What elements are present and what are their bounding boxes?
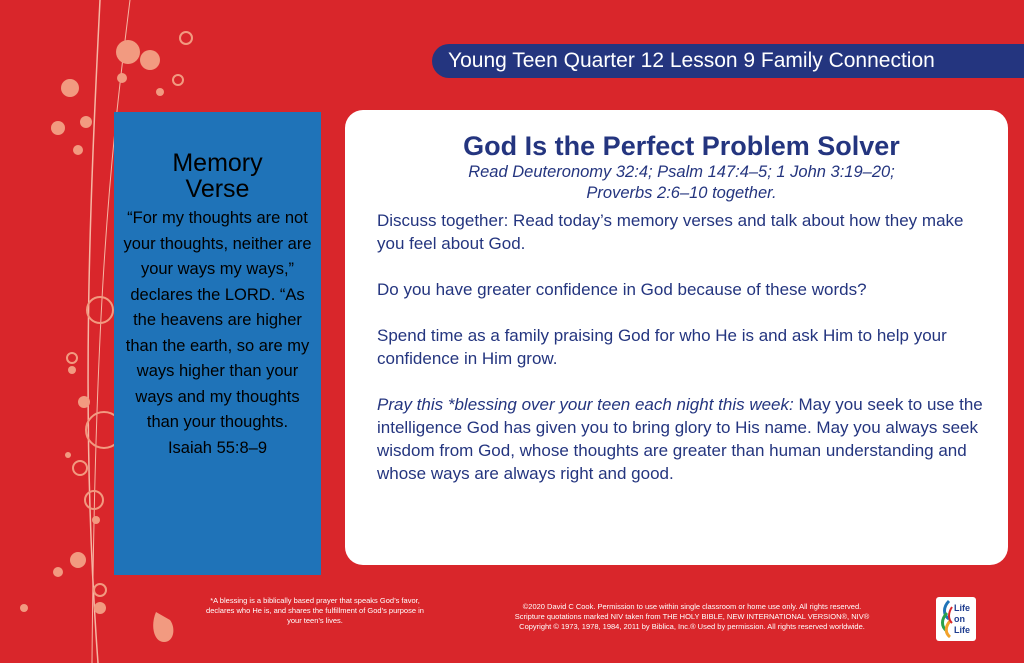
reading-line2: Proverbs 2:6–10 together.: [586, 184, 777, 202]
decorative-line: [88, 0, 100, 663]
copyright-notice: [462, 602, 922, 632]
discussion-paragraph: Discuss together: Read today’s memory verses and talk about how they make you feel about God.: [377, 211, 964, 253]
blessing-footnote: *A blessing is a biblically based prayer that speaks God’s favor, declares who He is, and shares the fulfillment of God’s purpose in your teen’s lives.: [206, 596, 424, 625]
droplet-shape: [153, 612, 173, 642]
memory-verse-body: “For my thoughts are not your thoughts, neither are your ways my ways,” declares the LORD. “As the heavens are higher than the earth, so are my ways higher than your ways and my thoughts than your thoughts.: [123, 209, 312, 431]
life-on-life-logo: [936, 597, 976, 641]
copyright-line3: Copyright © 1973, 1978, 1984, 2011 by Biblica, Inc.® Used by permission. All rights reserved worldwide.: [519, 622, 865, 631]
copyright-line2: Scripture quotations marked NIV taken from THE HOLY BIBLE, NEW INTERNATIONAL VERSION®, NIV®: [514, 612, 870, 621]
reading-assignment: [377, 162, 986, 204]
memory-heading-line1: Memory: [172, 149, 263, 177]
memory-verse-text: [122, 206, 313, 461]
praise-paragraph: Spend time as a family praising God for who He is and ask Him to help your confidence in Him grow.: [377, 326, 947, 368]
memory-verse-reference: Isaiah 55:8–9: [167, 438, 268, 457]
memory-verse-heading: [122, 150, 313, 202]
logo-mark-icon: [939, 599, 955, 639]
lesson-card: [345, 110, 1008, 565]
blessing-intro: Pray this *blessing over your teen each night this week:: [377, 395, 794, 414]
lesson-header: [432, 44, 1024, 78]
lesson-title: God Is the Perfect Problem Solver: [463, 131, 900, 161]
memory-verse-panel: [114, 112, 321, 575]
logo-line3: Life: [954, 625, 971, 635]
logo-line1: Life: [954, 603, 971, 613]
confidence-question: Do you have greater confidence in God because of these words?: [377, 280, 867, 299]
blessing-paragraph: [377, 393, 986, 485]
copyright-line1: ©2020 David C Cook. Permission to use within single classroom or home use only. All rights reserved.: [522, 602, 862, 611]
blessing-text: May you seek to use the intelligence God has given you to bring glory to His name. May you always seek wisdom from God, whose thoughts are greater than human understanding and whose ways are always right and good.: [377, 395, 983, 483]
memory-heading-line2: Verse: [185, 175, 250, 203]
reading-line1: Read Deuteronomy 32:4; Psalm 147:4–5; 1 John 3:19–20;: [468, 163, 895, 181]
header-title: Young Teen Quarter 12 Lesson 9 Family Connection: [448, 49, 935, 72]
logo-line2: on: [954, 614, 965, 624]
